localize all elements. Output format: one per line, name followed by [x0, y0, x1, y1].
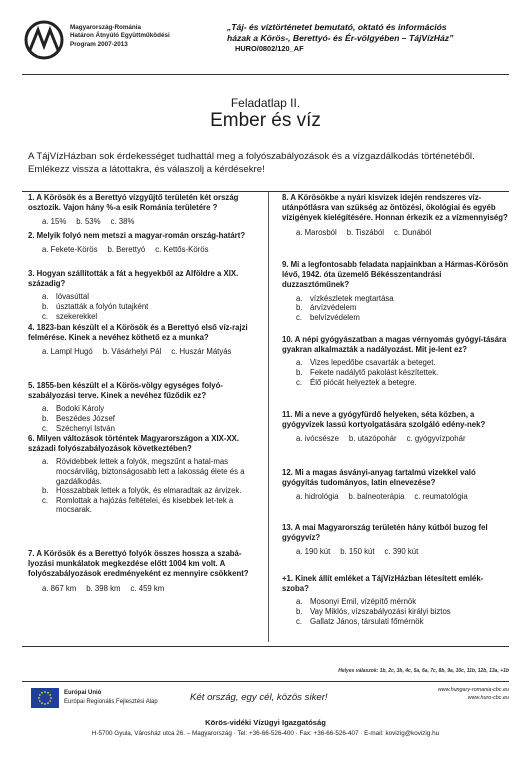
answer-option[interactable]: c. Dunából: [394, 227, 432, 237]
program-line: Program 2007-2013: [70, 40, 128, 48]
answer-option[interactable]: a. hidrológia: [296, 492, 339, 502]
question-text: 1. A Körösök és a Berettyó vízgyűjtő területén két ország osztozik. Vajon hány %-a esik Románia területére ?: [28, 193, 239, 213]
answer-option[interactable]: [296, 378, 510, 388]
answer-option[interactable]: b. Vásárhelyi Pál: [102, 347, 162, 357]
answer-option[interactable]: c. gyógyvízpohár: [406, 434, 466, 444]
option-text: úsztatták a folyón tutajként: [56, 302, 149, 311]
option-letter: b.: [296, 607, 303, 616]
option-letter: b.: [42, 486, 49, 496]
question-item: [28, 549, 256, 594]
answer-options: [28, 292, 256, 321]
column-divider: [268, 192, 269, 642]
question-text: 5. 1855-ben készült el a Körös-völgy egységes folyó-szabályozási terve. Kinek a nevéhez fűződik ez?: [28, 381, 223, 401]
question-text: 13. A mai Magyarország területén hány kútból buzog fel gyógyvíz?: [282, 523, 488, 543]
answer-option[interactable]: [296, 358, 510, 368]
question-text: 6. Milyen változások történtek Magyarországon a XIX-XX. századi folyószabályozások következtében?: [28, 434, 240, 454]
question-item: [28, 381, 256, 433]
question-item: [282, 335, 510, 387]
footer-rule: [22, 681, 509, 682]
option-letter: b.: [296, 303, 303, 313]
question-text: 9. Mi a legfontosabb feladata napjainkban a Hármas-Körösön lévő, 1942. óta üzemelő Békésszentandrási duzzasztóműnek?: [282, 260, 509, 290]
answer-option[interactable]: a. Fekete-Körös: [42, 245, 98, 255]
header-rule: [22, 74, 509, 75]
answer-option[interactable]: a. 15%: [42, 217, 67, 227]
slogan: Két ország, egy cél, közös siker!: [190, 692, 328, 703]
eu-fund-name: Európai Regionális Fejlesztési Alap: [64, 699, 158, 705]
answer-option[interactable]: [42, 404, 256, 414]
option-letter: a.: [296, 293, 303, 303]
question-text: 4. 1823-ban készült el a Körösök és a Berettyó első víz-rajzi felmérése. Kinek a nevéhez köthető ez a munka?: [28, 323, 248, 343]
question-text: 3. Hogyan szállították a fát a hegyekből az Alföldre a XIX. századig?: [28, 269, 239, 289]
program-line: Magyarország-Románia: [70, 24, 142, 31]
option-text: Bodoki Károly: [56, 404, 105, 414]
answer-option[interactable]: [296, 294, 510, 304]
option-text: Fekete nadálytő pakolást készítettek.: [310, 368, 439, 377]
option-text: belvízvédelem: [310, 312, 360, 322]
url-link[interactable]: www.huro-cbc.eu: [467, 694, 509, 701]
program-logo-icon: [22, 20, 66, 60]
answer-options: [28, 584, 256, 594]
answer-option[interactable]: [42, 312, 256, 322]
question-text: 7. A Körösök és a Berettyó folyók összes hossza a szabá-lyozási munkálatok megkezdése előtt 1004 km volt. A folyószabályozások eredményeként ez mennyire csökkent?: [28, 549, 249, 579]
organization-name: Körös-vidéki Vízügyi Igazgatóság: [205, 718, 326, 727]
answer-option[interactable]: [42, 424, 256, 434]
option-text: Beszédes József: [56, 414, 115, 423]
answer-option[interactable]: [42, 414, 256, 424]
answer-option[interactable]: c. 459 km: [130, 583, 165, 593]
question-text: 2. Melyik folyó nem metszi a magyar-román ország-határt?: [28, 231, 246, 240]
answer-option[interactable]: [42, 292, 256, 302]
program-line: Határon Átnyúló Együttműködési: [70, 32, 170, 40]
question-text: 8. A Körösökbe a nyári kisvizek idején rendszeres víz-utánpótlásra van szükség az öntözési, ökológiai és egyéb vízigények kielégítésére. Honnan érkezik ez a vízmennyiség?: [282, 193, 508, 223]
question-item: [282, 523, 510, 557]
answer-option[interactable]: [296, 617, 510, 627]
project-line: házak a Körös-, Berettyó- és Ér-völgyében – TájVízHáz”: [227, 32, 454, 43]
answer-options: [28, 457, 256, 515]
answer-option[interactable]: [42, 457, 256, 486]
answer-option[interactable]: [42, 496, 256, 515]
question-item: [28, 193, 256, 227]
option-letter: c.: [296, 616, 303, 626]
questions-top-rule: [22, 191, 509, 192]
answer-option[interactable]: a. 867 km: [42, 583, 77, 593]
program-name: [70, 24, 170, 49]
option-letter: c.: [42, 495, 49, 505]
option-letter: b.: [296, 368, 303, 377]
option-letter: a.: [296, 597, 303, 607]
option-letter: a.: [42, 292, 49, 302]
option-letter: a.: [296, 358, 303, 368]
answer-option[interactable]: [296, 597, 510, 607]
option-letter: a.: [42, 457, 49, 467]
answer-options: [282, 358, 510, 387]
page-title: Ember és víz: [210, 110, 321, 131]
project-code: HURO/0802/120_AF: [235, 43, 304, 53]
option-text: Hosszabbak lettek a folyók, és elmaradtak az árvizek.: [56, 486, 242, 496]
answer-option[interactable]: b. 150 kút: [340, 547, 375, 557]
answer-option[interactable]: [296, 313, 510, 323]
organization-address: H-5700 Gyula, Városház utca 26. – Magyarország · Tel: +36-66-526-400 · Fax: +36-66-526-407 · E-mail: kovizig@kovizig.hu: [91, 730, 440, 737]
question-text: +1. Kinek állít emléket a TájVízHázban létesített emlék-szoba?: [282, 574, 484, 594]
question-item: [28, 269, 256, 321]
answer-options: [28, 217, 256, 227]
option-text: Romlottak a hajózás feltételei, és kisebbek let-tek a mocsarak.: [56, 495, 234, 515]
answer-option[interactable]: [42, 302, 256, 312]
url-link[interactable]: www.hungary-romania-cbc.eu: [437, 687, 509, 693]
question-text: 11. Mi a neve a gyógyfürdő helyeken, séta közben, a gyógyvizek lassú kortyolgatására szolgáló edény-nek?: [282, 410, 486, 430]
question-item: [282, 574, 510, 626]
answer-key: Helyes válaszok: 1b, 2c, 3b, 4c, 5a, 6a, 7c, 8b, 9a, 10c, 11b, 12b, 13a, +1b: [338, 668, 509, 674]
answer-options: [28, 404, 256, 433]
answer-option[interactable]: c. Kettős-Körös: [155, 245, 209, 255]
answer-options: [282, 294, 510, 323]
answer-options: [282, 434, 510, 444]
answer-options: [28, 245, 256, 255]
answer-option[interactable]: b. Berettyó: [107, 245, 146, 255]
question-item: [282, 193, 510, 238]
answer-option[interactable]: c. Huszár Mátyás: [171, 347, 232, 357]
option-text: Élő piócát helyeztek a betegre.: [310, 377, 417, 387]
option-letter: b.: [42, 414, 49, 423]
answer-option[interactable]: [296, 368, 510, 378]
answer-option[interactable]: a. Marosból: [296, 227, 337, 237]
answer-options: [28, 347, 256, 357]
project-line: „Táj- és víztörténetet bemutató, oktató és információs: [227, 22, 447, 32]
answer-option[interactable]: b. Tiszából: [346, 227, 385, 237]
option-text: árvízvédelem: [310, 303, 357, 313]
answer-option[interactable]: c. reumatológia: [414, 492, 468, 502]
question-text: 12. Mi a magas ásványi-anyag tartalmú vizekkel való gyógyítás tudományos, latin elnevezése?: [282, 468, 476, 488]
answer-option[interactable]: b. balneoterápia: [348, 492, 405, 502]
option-text: Vay Miklós, vízszabályozási királyi biztos: [310, 607, 451, 616]
option-letter: c.: [296, 377, 303, 387]
option-text: lóvasúttal: [56, 292, 89, 302]
answer-option[interactable]: b. 53%: [76, 217, 101, 227]
answer-option[interactable]: a. ivócsésze: [296, 434, 339, 444]
answer-options: [282, 547, 510, 557]
sheet-label: Feladatlap II.: [230, 96, 301, 110]
eu-fund-text: [64, 689, 158, 707]
option-text: Gallatz János, társulati főmérnök: [310, 616, 424, 626]
answer-option[interactable]: [296, 303, 510, 313]
answer-option[interactable]: c. 38%: [110, 217, 135, 227]
answer-option[interactable]: [296, 607, 510, 617]
option-text: Mosonyi Emil, vízépítő mérnök: [310, 597, 417, 607]
option-text: Vizes lepedőbe csavarták a beteget.: [310, 358, 436, 368]
option-letter: c.: [42, 423, 49, 433]
eu-name: Európai Unió: [64, 690, 102, 696]
question-item: [28, 231, 256, 255]
intro-text: A TájVízHázban sok érdekességet tudhattál meg a folyószabályozások és a vízgazdálkodás történetéből. Emlékezz vissza a látottakra, és válaszolj a kérdésekre!: [28, 151, 475, 175]
option-letter: b.: [42, 302, 49, 311]
question-item: [28, 434, 256, 515]
answer-option[interactable]: b. utazópohár: [348, 434, 397, 444]
answer-option[interactable]: b. 398 km: [86, 583, 121, 593]
answer-option[interactable]: a. Lampl Hugó: [42, 347, 93, 357]
option-letter: c.: [296, 312, 303, 322]
eu-flag-icon: [31, 688, 59, 708]
questions-bottom-rule: [22, 646, 509, 647]
option-letter: c.: [42, 311, 49, 321]
question-item: [282, 260, 510, 322]
option-text: szekerekkel: [56, 311, 98, 321]
option-text: Széchenyi István: [56, 423, 115, 433]
option-text: Rövidebbek lettek a folyók, megszűnt a hatal-mas mocsárvilág, biztonságosabb lett a lakosság élete és a gazdálkodás.: [56, 457, 245, 486]
answer-options: [282, 597, 510, 626]
project-title: [227, 22, 453, 54]
footer-urls: [438, 687, 509, 702]
question-text: 10. A népi gyógyászatban a magas vérnyomás gyógyí-tására gyakran alkalmazták a nadályozást. Mit je-lent ez?: [282, 335, 507, 355]
answer-option[interactable]: [42, 486, 256, 496]
answer-option[interactable]: c. 390 kút: [384, 547, 419, 557]
answer-options: [282, 492, 510, 502]
question-item: [282, 468, 510, 502]
answer-options: [282, 228, 510, 238]
question-item: [28, 323, 256, 357]
option-text: vízkészletek megtartása: [310, 293, 394, 303]
answer-option[interactable]: a. 190 kút: [296, 547, 331, 557]
option-letter: a.: [42, 404, 49, 414]
document-header: [22, 18, 512, 70]
question-item: [282, 410, 510, 444]
